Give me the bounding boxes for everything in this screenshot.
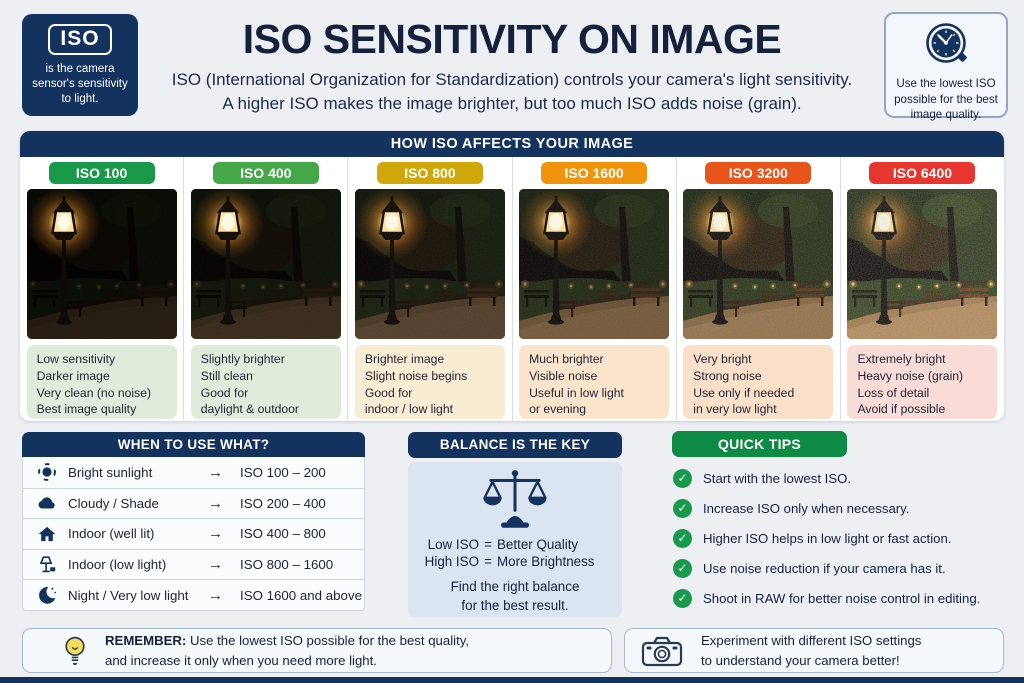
- balance-scale-icon: [479, 469, 551, 531]
- arrow-icon: →: [208, 494, 223, 512]
- night-park-photo: [27, 189, 177, 339]
- subtitle-line-1: ISO (International Organization for Standardization) controls your camera's light sensitivity.: [171, 70, 853, 89]
- sample-photo-iso-1600: [519, 189, 669, 339]
- arrow-icon: →: [208, 556, 223, 574]
- table-row-indoor-low-light: Indoor (low light) → ISO 800 – 1600: [23, 549, 364, 580]
- lowest-iso-tip-text: Use the lowest ISO possible for the best image quality.: [894, 77, 998, 122]
- iso-columns: [20, 157, 1004, 421]
- header: [140, 16, 884, 116]
- sample-photo-iso-3200: [683, 189, 833, 339]
- camera-icon: [641, 635, 683, 667]
- iso-badge: ISO 3200: [705, 162, 811, 184]
- check-icon: ✓: [673, 529, 692, 548]
- night-park-photo: [519, 189, 669, 339]
- iso-panel-3200: [677, 157, 841, 421]
- night-park-photo: [847, 189, 997, 339]
- sun-icon: [34, 461, 60, 483]
- list-item: ✓ Use noise reduction if your camera has it.: [673, 553, 1018, 583]
- iso-badge: ISO 800: [377, 162, 483, 184]
- arrow-icon: →: [208, 586, 223, 604]
- sample-photo-iso-6400: [847, 189, 997, 339]
- subtitle: [140, 68, 884, 116]
- iso-description: Low sensitivity Darker image Very clean (no noise) Best image quality: [27, 345, 177, 419]
- night-park-photo: [355, 189, 505, 339]
- sample-photo-iso-400: [191, 189, 341, 339]
- sample-photo-iso-800: [355, 189, 505, 339]
- moon-icon: [34, 585, 60, 605]
- check-icon: ✓: [673, 559, 692, 578]
- table-row-cloudy: Cloudy / Shade → ISO 200 – 400: [23, 488, 364, 519]
- bottom-accent-bar: [0, 677, 1024, 683]
- iso-definition-card: [22, 14, 138, 116]
- balance-card: [408, 462, 622, 617]
- clock-icon: [923, 21, 969, 67]
- iso-badge: ISO 6400: [869, 162, 975, 184]
- quick-tips-list: [673, 463, 1018, 613]
- iso-description: Brighter image Slight noise begins Good for indoor / low light: [355, 345, 505, 419]
- remember-label: REMEMBER:: [105, 633, 187, 649]
- lamp-icon: [34, 554, 60, 576]
- check-icon: ✓: [673, 589, 692, 608]
- iso-badge: ISO 400: [213, 162, 319, 184]
- arrow-icon: →: [208, 463, 223, 481]
- balance-footer: Find the right balance for the best result.: [450, 578, 580, 613]
- iso-description: Slightly brighter Still clean Good for daylight & outdoor: [191, 345, 341, 419]
- balance-title: BALANCE IS THE KEY: [408, 432, 622, 458]
- iso-panel-400: [184, 157, 348, 421]
- page-title: ISO SENSITIVITY ON IMAGE: [242, 16, 782, 62]
- when-to-use-table: [22, 432, 365, 611]
- iso-badge: ISO 100: [49, 162, 155, 184]
- iso-description: Much brighter Visible noise Useful in low light or evening: [519, 345, 669, 419]
- arrow-icon: →: [208, 525, 223, 543]
- list-item: ✓ Increase ISO only when necessary.: [673, 493, 1018, 523]
- remember-note: [22, 628, 612, 673]
- table-row-indoor-well-lit: Indoor (well lit) → ISO 400 – 800: [23, 518, 364, 549]
- night-park-photo: [683, 189, 833, 339]
- iso-panel-800: [348, 157, 512, 421]
- cloud-icon: [34, 492, 60, 514]
- iso-description: Very bright Strong noise Use only if needed in very low light: [683, 345, 833, 419]
- balance-rule-high: High ISO = More Brightness: [424, 554, 595, 570]
- sample-photo-iso-100: [27, 189, 177, 339]
- iso-definition-text: is the camera sensor's sensitivity to light.: [32, 63, 128, 106]
- list-item: ✓ Shoot in RAW for better noise control in editing.: [673, 583, 1018, 613]
- quick-tips-title: QUICK TIPS: [672, 431, 847, 457]
- iso-badge: ISO 1600: [541, 162, 647, 184]
- iso-panel-1600: [513, 157, 677, 421]
- table-row-night: Night / Very low light → ISO 1600 and above: [23, 579, 364, 610]
- when-to-use-title: WHEN TO USE WHAT?: [22, 432, 365, 457]
- check-icon: ✓: [673, 499, 692, 518]
- lightbulb-icon: [63, 635, 87, 667]
- remember-text: REMEMBER: Use the lowest ISO possible for the best quality, and increase it only when you need more light.: [105, 633, 470, 668]
- iso-panel-6400: [841, 157, 1004, 421]
- lowest-iso-tip-card: [884, 12, 1008, 122]
- experiment-note: [624, 628, 1004, 673]
- balance-rule-low: Low ISO = Better Quality: [427, 537, 579, 552]
- night-park-photo: [191, 189, 341, 339]
- check-icon: ✓: [673, 469, 692, 488]
- iso-comparison-card: [20, 131, 1004, 421]
- list-item: ✓ Start with the lowest ISO.: [673, 463, 1018, 493]
- iso-description: Extremely bright Heavy noise (grain) Loss of detail Avoid if possible: [847, 345, 997, 419]
- comparison-banner: HOW ISO AFFECTS YOUR IMAGE: [20, 131, 1004, 157]
- list-item: ✓ Higher ISO helps in low light or fast action.: [673, 523, 1018, 553]
- experiment-text: Experiment with different ISO settings to understand your camera better!: [701, 633, 922, 668]
- house-icon: [34, 524, 60, 544]
- iso-logo: ISO: [48, 24, 111, 55]
- iso-panel-100: [20, 157, 184, 421]
- table-row-sunlight: Bright sunlight → ISO 100 – 200: [23, 457, 364, 488]
- subtitle-line-2: A higher ISO makes the image brighter, but too much ISO adds noise (grain).: [222, 94, 802, 114]
